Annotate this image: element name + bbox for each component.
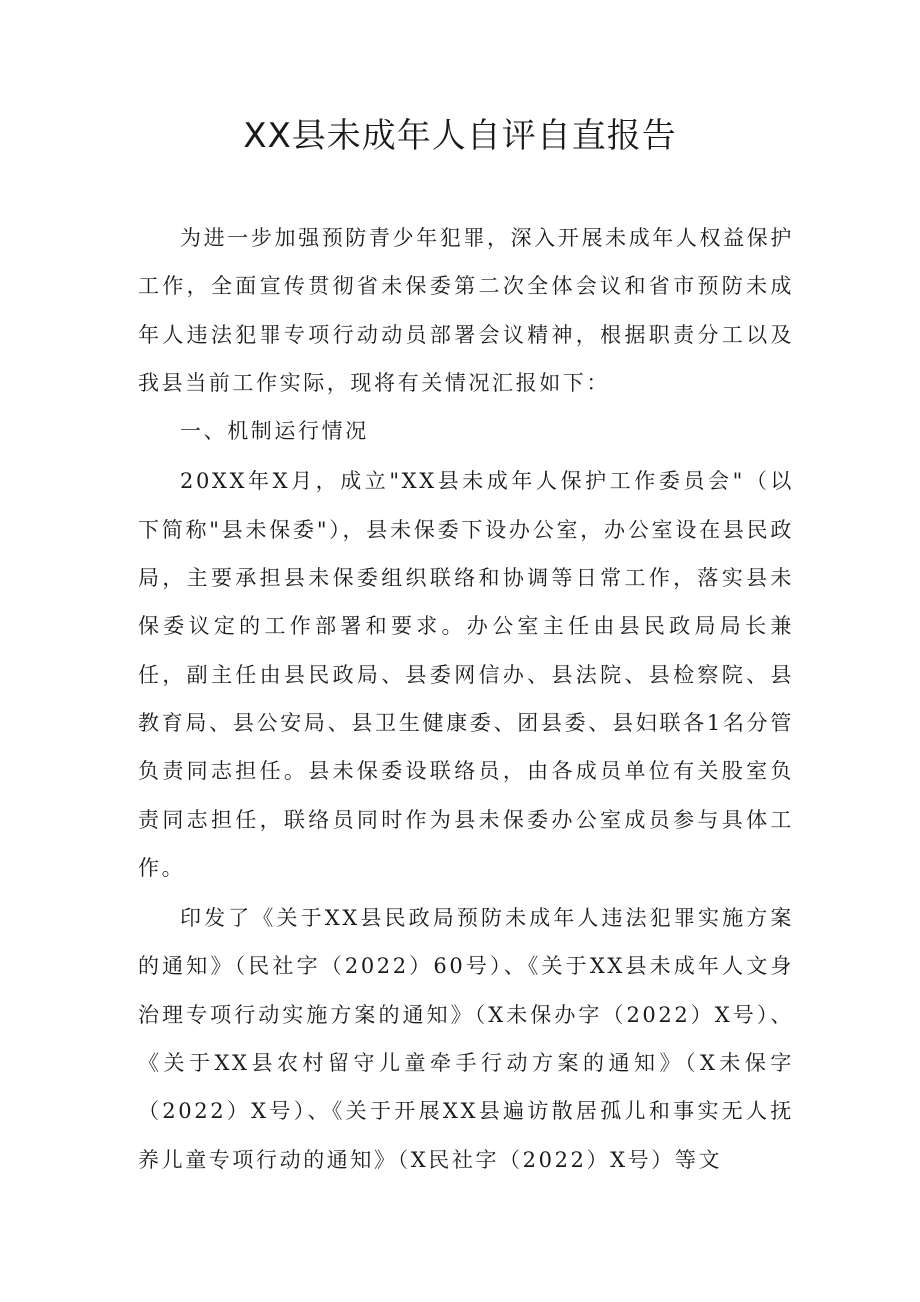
document-title: XX县未成年人自评自直报告 bbox=[243, 116, 677, 156]
document-body bbox=[138, 214, 794, 1184]
section-heading-mechanism: 一、机制运行情况 bbox=[180, 419, 369, 444]
documents-paragraph: 印发了《关于XX县民政局预防未成年人违法犯罪实施方案的通知》（民社字（2022）60号）、《关于XX县未成年人文身治理专项行动实施方案的通知》（X未保办字（2022）X号）、《关于XX县农村留守儿童牵手行动方案的通知》（X未保字（2022）X号）、《关于开展XX县遍访散居孤儿和事实无人抚养儿童专项行动的通知》（X民社字（2022）X号）等文 bbox=[138, 906, 794, 1172]
intro-paragraph: 为进一步加强预防青少年犯罪，深入开展未成年人权益保护工作，全面宣传贯彻省未保委第二次全体会议和省市预防未成年人违法犯罪专项行动动员部署会议精神，根据职责分工以及我县当前工作实际，现将有关情况汇报如下： bbox=[138, 226, 794, 395]
mechanism-paragraph: 20XX年X月，成立"XX县未成年人保护工作委员会"（以下简称"县未保委"），县未保委下设办公室，办公室设在县民政局，主要承担县未保委组织联络和协调等日常工作，落实县未保委议定的工作部署和要求。办公室主任由县民政局局长兼任，副主任由县民政局、县委网信办、县法院、县检察院、县教育局、县公安局、县卫生健康委、团县委、县妇联各1名分管负责同志担任。县未保委设联络员，由各成员单位有关股室负责同志担任，联络员同时作为县未保委办公室成员参与具体工作。 bbox=[138, 469, 794, 880]
